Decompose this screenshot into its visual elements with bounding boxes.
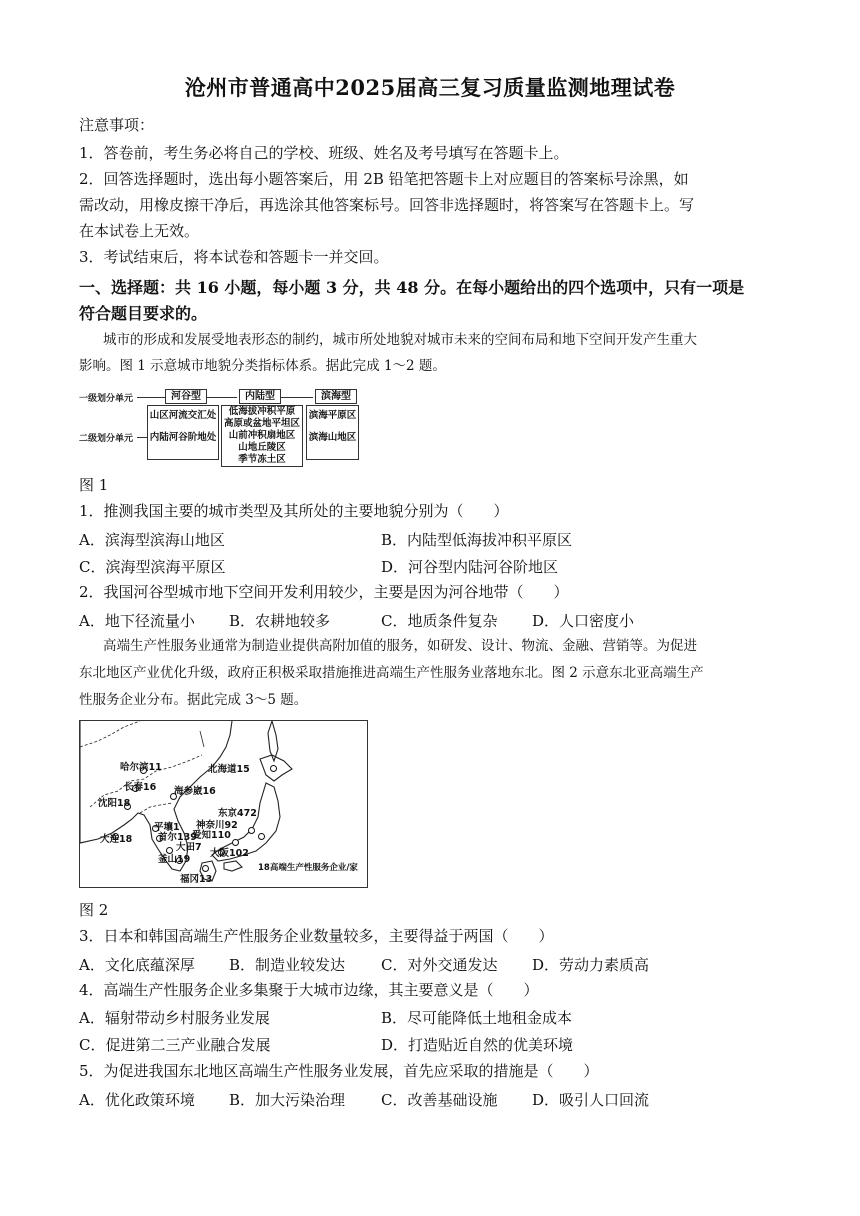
city-daejeon: 大田7 [176, 842, 202, 853]
valley-sub-2: 内陆河谷阶地处 [149, 432, 217, 443]
city-aichi: 爱知110 [192, 830, 231, 841]
notice-item-2-line-1: 2．回答选择题时，选出每小题答案后，用 2B 铅笔把答题卡上对应题目的答案标号涂黑，如 [79, 170, 689, 188]
q1-stem: 1．推测我国主要的城市类型及其所处的主要地貌分别为（ ） [79, 502, 509, 520]
city-pyongyang: 平壤1 [154, 822, 180, 833]
figure-1-diagram [79, 385, 357, 465]
section-1-heading-line-2: 符合题目要求的。 [79, 304, 208, 323]
coastal-subtypes [306, 405, 359, 460]
q2-option-b: B．农耕地较多 [229, 612, 331, 630]
q4-option-c: C．促进第二三产业融合发展 [79, 1036, 271, 1054]
q1-option-b: B．内陆型低海拔冲积平原区 [381, 531, 573, 549]
city-kanagawa: 神奈川92 [196, 820, 238, 831]
city-osaka: 大阪102 [210, 848, 249, 859]
notice-item-3: 3．考试结束后，将本试卷和答题卡一并交回。 [79, 248, 389, 266]
q5-option-d: D．吸引人口回流 [532, 1091, 650, 1109]
city-hokkaido: 北海道15 [208, 764, 250, 775]
city-shenyang: 沈阳18 [98, 798, 131, 809]
passage-2-line-2: 东北地区产业优化升级，政府正积极采取措施推进高端生产性服务业落地东北。图 2 示意东北亚高端生产 [79, 665, 704, 681]
city-vladivostok: 海参崴16 [174, 786, 216, 797]
notice-item-1: 1．答卷前，考生务必将自己的学校、班级、姓名及考号填写在答题卡上。 [79, 144, 569, 162]
q3-option-b: B．制造业较发达 [229, 956, 346, 974]
type-coastal: 滨海型 [315, 389, 357, 404]
valley-subtypes [147, 405, 219, 460]
page-title: 沧州市普通高中2025届高三复习质量监测地理试卷 [184, 75, 676, 100]
map-legend: 18高端生产性服务企业/家 [258, 863, 358, 873]
city-tokyo: 东京472 [218, 808, 257, 819]
section-1-heading-line-1: 一、选择题：共 16 小题，每小题 3 分，共 48 分。在每小题给出的四个选项中，只有一项是 [79, 278, 745, 297]
level-1-label: 一级划分单元 [79, 394, 134, 404]
q1-option-a: A．滨海型滨海山地区 [79, 531, 225, 549]
q2-option-a: A．地下径流量小 [79, 612, 195, 630]
level-2-label: 二级划分单元 [79, 434, 134, 444]
q1-option-d: D．河谷型内陆河谷阶地区 [381, 558, 559, 576]
inland-subtypes [221, 405, 303, 467]
q2-stem: 2．我国河谷型城市地下空间开发利用较少，主要是因为河谷地带（ ） [79, 583, 569, 601]
notice-heading: 注意事项： [79, 116, 155, 134]
notice-item-2-line-2: 需改动，用橡皮擦干净后，再选涂其他答案标号。回答非选择题时，将答案写在答题卡上。写 [79, 196, 695, 214]
city-busan: 釜山19 [158, 854, 191, 865]
q2-option-d: D．人口密度小 [532, 612, 635, 630]
figure-2-caption: 图 2 [79, 901, 109, 919]
inland-sub-3: 山前冲积扇地区 [228, 430, 296, 441]
q5-option-a: A．优化政策环境 [79, 1091, 195, 1109]
q5-option-c: C．改善基础设施 [381, 1091, 498, 1109]
figure-2-map [79, 720, 368, 888]
figure-1-caption: 图 1 [79, 476, 109, 494]
passage-1-line-1: 城市的形成和发展受地表形态的制约，城市所处地貌对城市未来的空间布局和地下空间开发产生重大 [103, 332, 697, 348]
coastal-sub-1: 滨海平原区 [308, 410, 357, 421]
q4-option-a: A．辐射带动乡村服务业发展 [79, 1009, 270, 1027]
q1-option-c: C．滨海型滨海平原区 [79, 558, 226, 576]
city-dalian: 大连18 [100, 834, 133, 845]
passage-1-line-2: 影响。图 1 示意城市地貌分类指标体系。据此完成 1～2 题。 [79, 358, 446, 374]
coastal-sub-2: 滨海山地区 [308, 432, 357, 443]
passage-2-line-3: 性服务企业分布。据此完成 3～5 题。 [79, 692, 308, 708]
inland-sub-1: 低海拔冲积平原 [228, 406, 296, 417]
inland-sub-4: 山地丘陵区 [238, 442, 286, 453]
q3-stem: 3．日本和韩国高端生产性服务企业数量较多，主要得益于两国（ ） [79, 927, 554, 945]
q2-option-c: C．地质条件复杂 [381, 612, 498, 630]
q4-stem: 4．高端生产性服务企业多集聚于大城市边缘，其主要意义是（ ） [79, 981, 539, 999]
notice-item-2-line-3: 在本试卷上无效。 [79, 222, 200, 240]
city-fukuoka: 福冈13 [180, 874, 213, 885]
city-changchun: 长春16 [124, 782, 157, 793]
q3-option-a: A．文化底蕴深厚 [79, 956, 195, 974]
q5-stem: 5．为促进我国东北地区高端生产性服务业发展，首先应采取的措施是（ ） [79, 1062, 599, 1080]
passage-2-line-1: 高端生产性服务业通常为制造业提供高附加值的服务，如研发、设计、物流、金融、营销等。为促进 [103, 638, 697, 654]
valley-sub-1: 山区河流交汇处 [149, 410, 217, 421]
q5-option-b: B．加大污染治理 [229, 1091, 346, 1109]
city-seoul: 首尔139 [158, 832, 197, 843]
q3-option-d: D．劳动力素质高 [532, 956, 650, 974]
q4-option-d: D．打造贴近自然的优美环境 [381, 1036, 574, 1054]
type-valley: 河谷型 [165, 389, 207, 404]
city-harbin: 哈尔滨11 [120, 762, 162, 773]
q4-option-b: B．尽可能降低土地租金成本 [381, 1009, 573, 1027]
inland-sub-5: 季节冻土区 [238, 454, 286, 465]
inland-sub-2: 高原或盆地平坦区 [223, 418, 300, 429]
q3-option-c: C．对外交通发达 [381, 956, 498, 974]
type-inland: 内陆型 [239, 389, 281, 404]
